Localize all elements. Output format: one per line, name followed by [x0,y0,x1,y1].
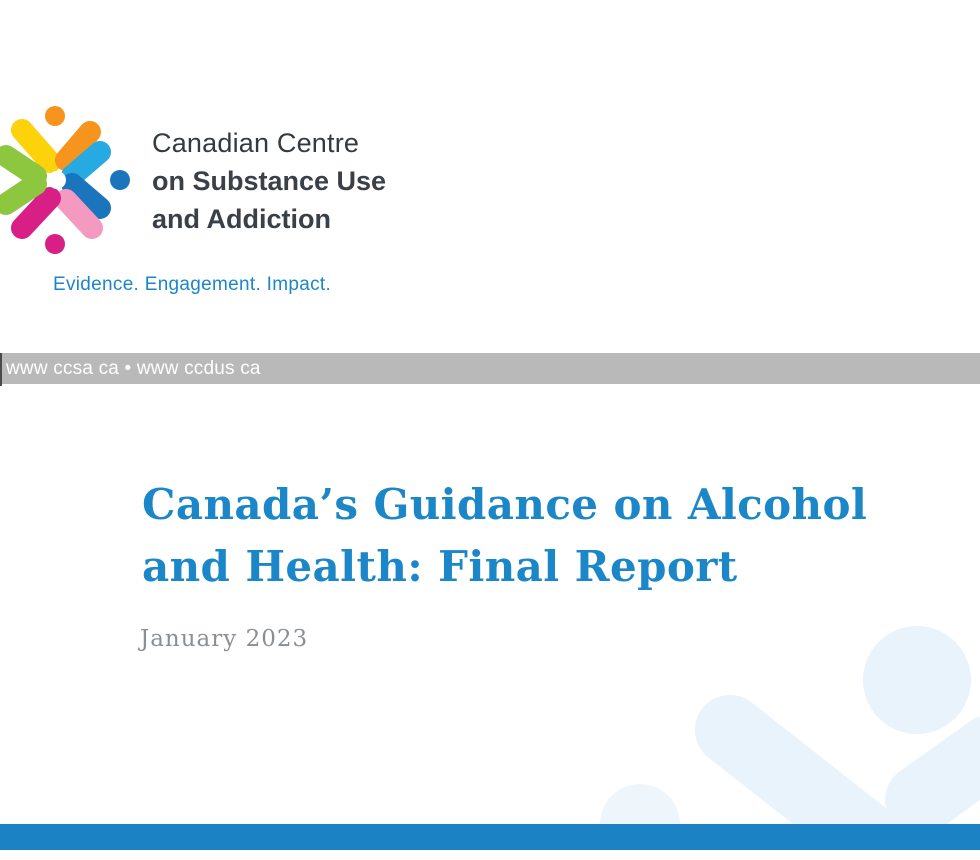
report-date: January 2023 [140,626,309,652]
organization-tagline: Evidence. Engagement. Impact. [53,274,332,295]
bottom-margin [0,850,980,860]
footer-bar [0,824,980,850]
organization-name [152,124,386,238]
website-bar-edge [0,353,2,386]
decorative-shapes [560,610,980,824]
organization-name-line-1: Canadian Centre [152,128,360,158]
organization-name-line-2: on Substance Use [152,166,387,196]
organization-name-line-3: and Addiction [152,204,331,234]
report-title-line-1: Canada’s Guidance on Alcohol [142,480,868,529]
website-urls: www ccsa ca • www ccdus ca [6,358,261,379]
report-title [142,474,867,598]
ccsa-logo-icon [0,104,132,256]
report-title-line-2: and Health: Final Report [142,542,738,591]
